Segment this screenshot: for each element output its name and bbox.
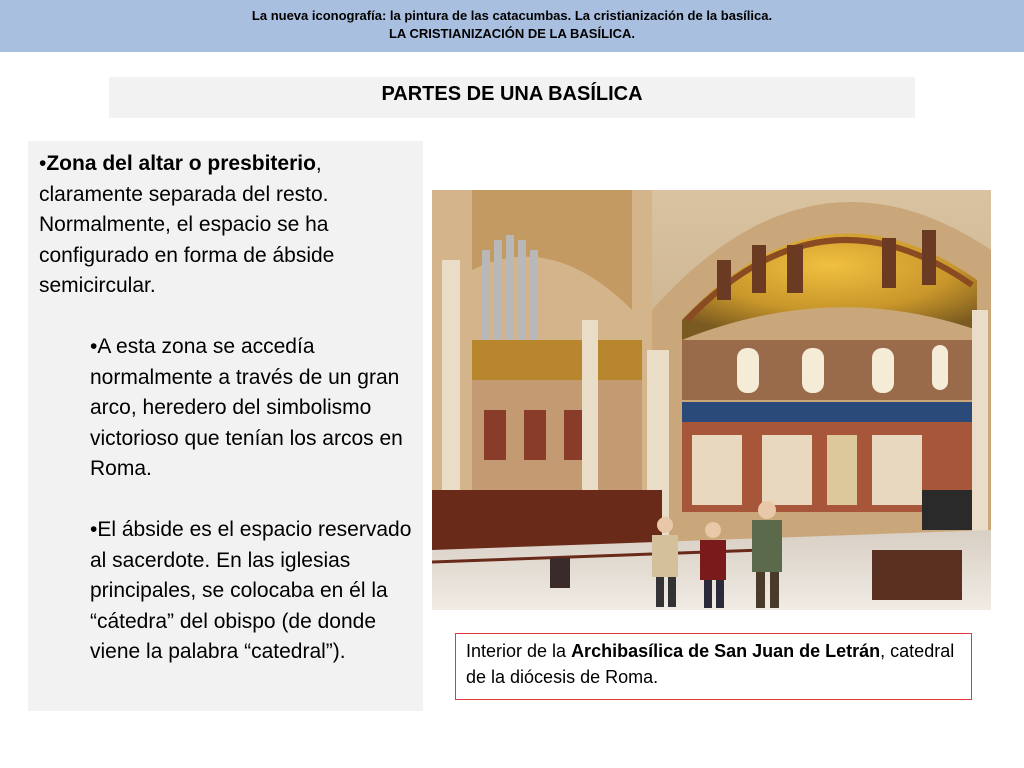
caption-prefix: Interior de la [466, 641, 572, 661]
header-line-1: La nueva iconografía: la pintura de las catacumbas. La cristianización de la basílica. [251, 8, 773, 23]
caption-basilica-name: Archibasílica de San Juan de Letrán [571, 641, 881, 661]
slide-header [0, 0, 1024, 52]
paragraph-arch-access: •A esta zona se accedía normalmente a través de un gran arco, heredero del simbolismo victorioso que tenían los arcos en Roma. [90, 334, 403, 481]
paragraph-altar-zone [39, 149, 413, 302]
bullet: • [39, 152, 47, 175]
photo-caption [455, 633, 972, 700]
paragraph-apse-cathedra: •El ábside es el espacio reservado al sacerdote. En las iglesias principales, se colocaba en él la “cátedra” del obispo (de donde viene la palabra “catedral”). [90, 517, 412, 664]
caption-suffix: , catedral de la diócesis de Roma. [466, 641, 955, 687]
basilica-interior-photo [432, 190, 991, 610]
slide-title: PARTES DE UNA BASÍLICA [109, 77, 915, 118]
altar-zone-term: Zona del altar o presbiterio [46, 152, 316, 175]
header-line-2: LA CRISTIANIZACIÓN DE LA BASÍLICA. [388, 26, 636, 41]
text-panel [28, 141, 423, 711]
altar-zone-description: , claramente separada del resto. Normalmente, el espacio se ha configurado en forma de ábside semicircular. [39, 152, 335, 298]
